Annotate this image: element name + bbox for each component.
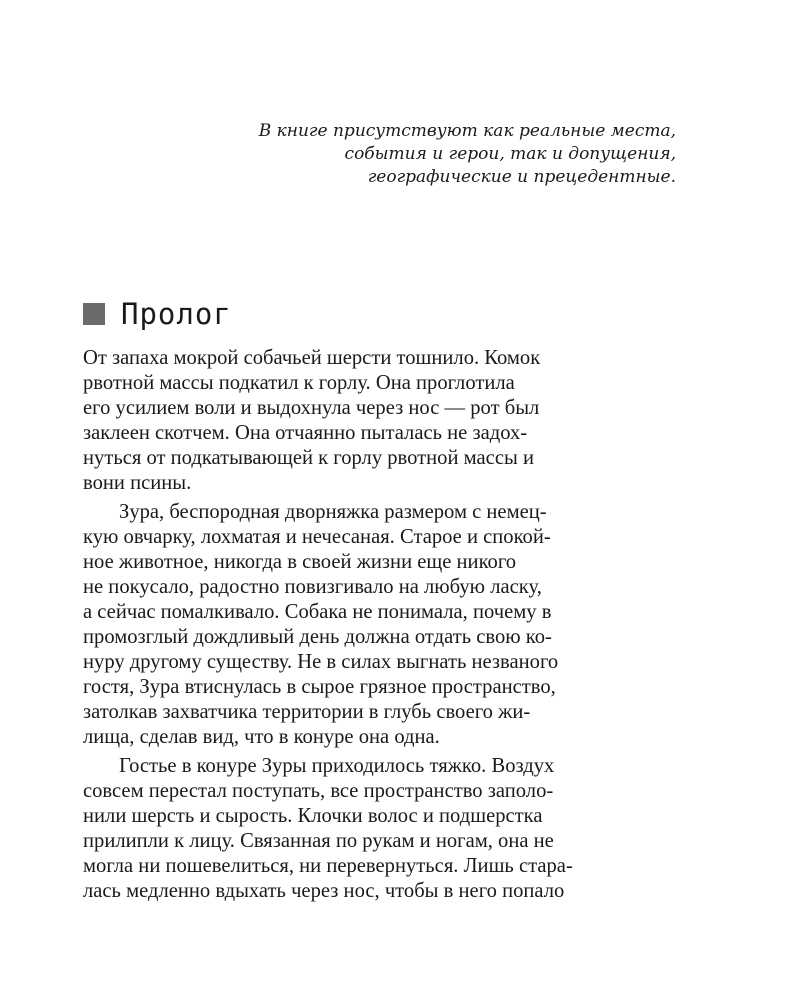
text-line: рвотной массы подкатил к горлу. Она проглотила	[83, 372, 515, 394]
chapter-heading	[83, 296, 232, 332]
text-line: кую овчарку, лохматая и нечесаная. Старое и спокой-	[83, 526, 551, 548]
text-line: нуру другому существу. Не в силах выгнать незваного	[83, 651, 559, 673]
epigraph-line: географические и прецедентные.	[367, 167, 676, 187]
text-line: лища, сделав вид, что в конуре она одна.	[83, 726, 440, 748]
text-line: лась медленно вдыхать через нос, чтобы в него попало	[83, 880, 565, 902]
epigraph-line: события и герои, так и допущения,	[344, 144, 676, 164]
paragraph-2	[83, 500, 683, 750]
square-bullet-icon	[83, 303, 105, 325]
text-line: могла ни пошевелиться, ни перевернуться. Лишь стара-	[83, 855, 573, 877]
paragraph-1	[83, 346, 683, 496]
chapter-title: Пролог	[121, 297, 232, 331]
paragraph-3	[83, 754, 683, 904]
text-line: затолкав захватчика территории в глубь своего жи-	[83, 701, 531, 723]
text-line: Зура, беспородная дворняжка размером с немец-	[119, 501, 547, 523]
text-line: прилипли к лицу. Связанная по рукам и ногам, она не	[83, 830, 554, 852]
text-line: гостя, Зура втиснулась в сырое грязное пространство,	[83, 676, 556, 698]
text-line: нуться от подкатывающей к горлу рвотной массы и	[83, 447, 534, 469]
text-line: а сейчас помалкивало. Собака не понимала, почему в	[83, 601, 552, 623]
text-line: От запаха мокрой собачьей шерсти тошнило. Комок	[83, 347, 541, 369]
text-line: заклеен скотчем. Она отчаянно пыталась не задох-	[83, 422, 528, 444]
text-line: Гостье в конуре Зуры приходилось тяжко. Воздух	[119, 755, 555, 777]
text-line: промозглый дождливый день должна отдать свою ко-	[83, 626, 552, 648]
text-line: вони псины.	[83, 472, 192, 494]
text-line: не покусало, радостно повизгивало на любую ласку,	[83, 576, 542, 598]
body-text	[83, 346, 683, 908]
text-line: совсем перестал поступать, все пространство заполо-	[83, 780, 554, 802]
text-line: ное животное, никогда в своей жизни еще никого	[83, 551, 517, 573]
text-line: нили шерсть и сырость. Клочки волос и подшерстка	[83, 805, 543, 827]
epigraph-line: В книге присутствуют как реальные места,	[258, 121, 676, 141]
text-line: его усилием воли и выдохнула через нос — рот был	[83, 397, 540, 419]
epigraph	[156, 120, 676, 189]
